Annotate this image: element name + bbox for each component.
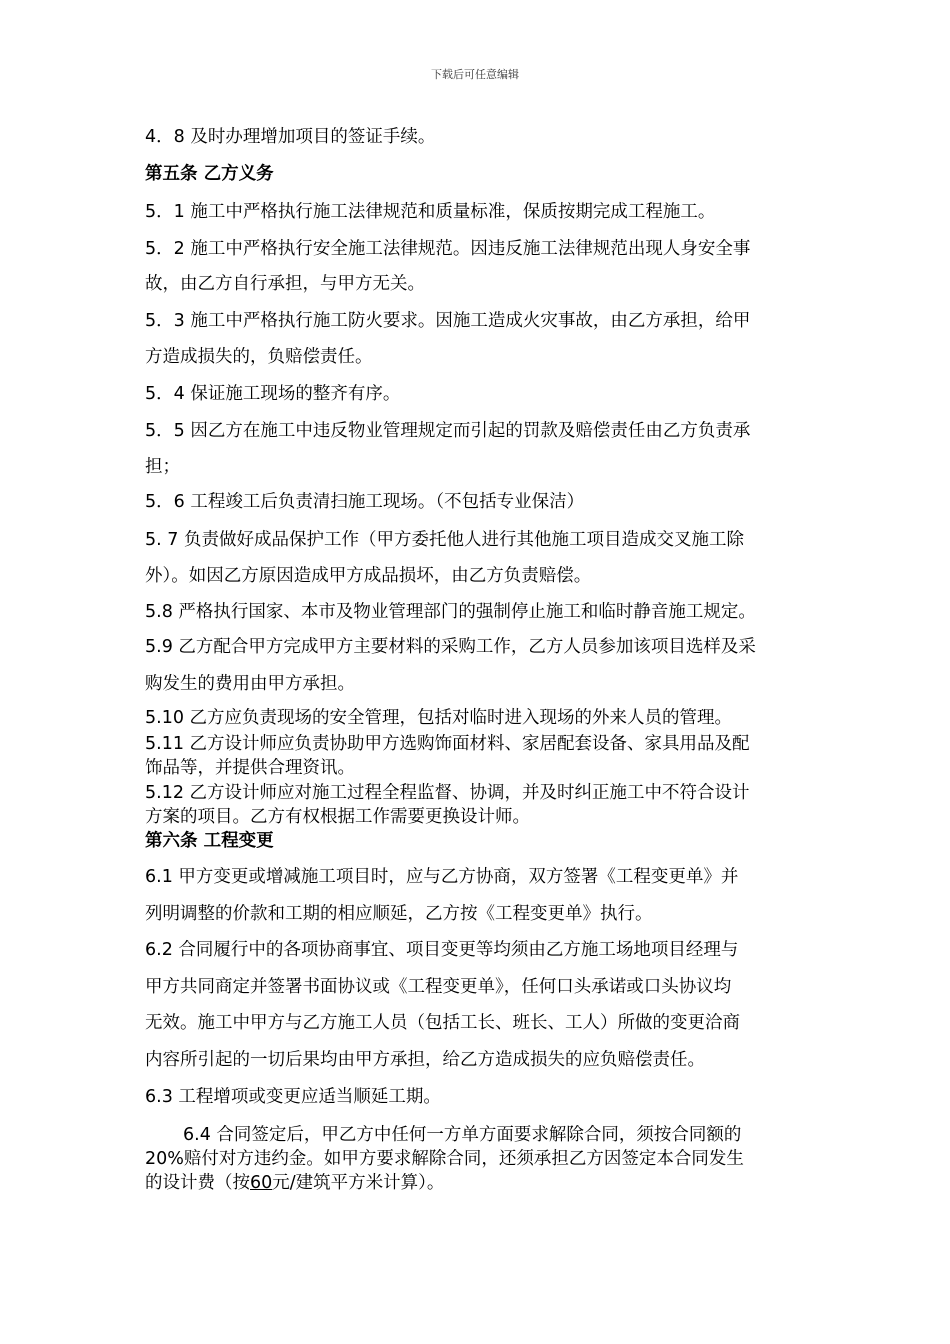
clause-5-9-line-2: 购发生的费用由甲方承担。 — [145, 674, 355, 694]
design-fee-suffix: 元/建筑平方米计算）。 — [272, 1173, 445, 1193]
article-5-heading: 第五条 乙方义务 — [145, 164, 274, 184]
clause-5-2-line-2: 故，由乙方自行承担，与甲方无关。 — [145, 274, 425, 294]
clause-6-2-line-1: 6.2 合同履行中的各项协商事宜、项目变更等均须由乙方施工场地项目经理与 — [145, 940, 739, 960]
clause-5-9-line-1: 5.9 乙方配合甲方完成甲方主要材料的采购工作，乙方人员参加该项目选样及采 — [145, 637, 756, 657]
clause-5-11-line-2: 饰品等，并提供合理资讯。 — [145, 758, 355, 778]
clause-5-6: 5．6 工程竣工后负责清扫施工现场。（不包括专业保洁） — [145, 492, 585, 512]
design-fee-rate: 60 — [250, 1173, 273, 1193]
clause-6-2-line-4: 内容所引起的一切后果均由甲方承担，给乙方造成损失的应负赔偿责任。 — [145, 1050, 705, 1070]
clause-6-1-line-1: 6.1 甲方变更或增减施工项目时，应与乙方协商，双方签署《工程变更单》并 — [145, 867, 739, 887]
clause-5-7-line-2: 外）。如因乙方原因造成甲方成品损坏，由乙方负责赔偿。 — [145, 566, 592, 586]
clause-6-4-line-3 — [145, 1172, 444, 1194]
design-fee-prefix: 的设计费（按 — [145, 1173, 250, 1193]
clause-5-1: 5．1 施工中严格执行施工法律规范和质量标准，保质按期完成工程施工。 — [145, 202, 716, 222]
clause-6-4-line-1: 6.4 合同签定后，甲乙方中任何一方单方面要求解除合同，须按合同额的 — [183, 1125, 742, 1145]
clause-5-11-line-1: 5.11 乙方设计师应负责协助甲方选购饰面材料、家居配套设备、家具用品及配 — [145, 734, 750, 754]
clause-5-12-line-1: 5.12 乙方设计师应对施工过程全程监督、协调，并及时纠正施工中不符合设计 — [145, 783, 750, 803]
page-header-note: 下载后可任意编辑 — [431, 68, 519, 81]
clause-6-4-line-2: 20%赔付对方违约金。如甲方要求解除合同，还须承担乙方因签定本合同发生 — [145, 1149, 744, 1169]
clause-5-2-line-1: 5．2 施工中严格执行安全施工法律规范。因违反施工法律规范出现人身安全事 — [145, 239, 751, 259]
clause-5-3-line-2: 方造成损失的，负赔偿责任。 — [145, 347, 373, 367]
clause-5-8: 5.8 严格执行国家、本市及物业管理部门的强制停止施工和临时静音施工规定。 — [145, 602, 756, 622]
clause-6-2-line-2: 甲方共同商定并签署书面协议或《工程变更单》，任何口头承诺或口头协议均 — [145, 977, 732, 997]
clause-5-5-line-1: 5．5 因乙方在施工中违反物业管理规定而引起的罚款及赔偿责任由乙方负责承 — [145, 421, 751, 441]
clause-6-1-line-2: 列明调整的价款和工期的相应顺延，乙方按《工程变更单》执行。 — [145, 904, 653, 924]
clause-6-3: 6.3 工程增项或变更应适当顺延工期。 — [145, 1087, 441, 1107]
article-6-heading: 第六条 工程变更 — [145, 831, 274, 851]
clause-6-2-line-3: 无效。施工中甲方与乙方施工人员（包括工长、班长、工人）所做的变更洽商 — [145, 1013, 740, 1033]
clause-5-7-line-1: 5. 7 负责做好成品保护工作（甲方委托他人进行其他施工项目造成交叉施工除 — [145, 530, 744, 550]
clause-5-3-line-1: 5．3 施工中严格执行施工防火要求。因施工造成火灾事故，由乙方承担，给甲 — [145, 311, 751, 331]
clause-5-10: 5.10 乙方应负责现场的安全管理，包括对临时进入现场的外来人员的管理。 — [145, 708, 733, 728]
clause-5-5-line-2: 担； — [145, 457, 180, 477]
clause-5-12-line-2: 方案的项目。乙方有权根据工作需要更换设计师。 — [145, 807, 530, 827]
clause-4-8: 4．8 及时办理增加项目的签证手续。 — [145, 127, 436, 147]
clause-5-4: 5．4 保证施工现场的整齐有序。 — [145, 384, 401, 404]
